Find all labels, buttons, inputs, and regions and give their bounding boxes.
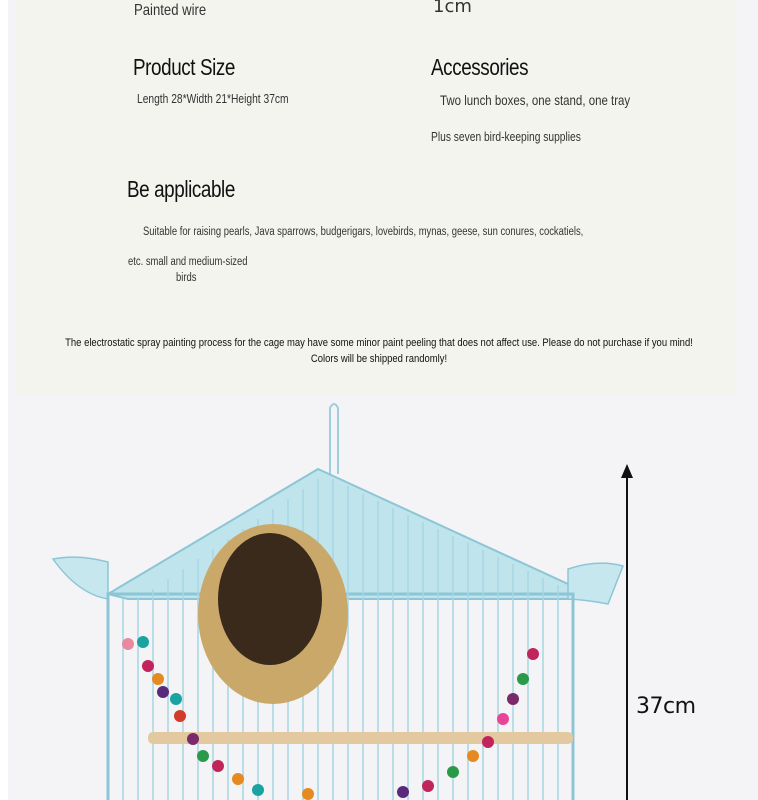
product-size-value: Length 28*Width 21*Height 37cm <box>137 92 289 106</box>
paint-notice-text: The electrostatic spray painting process for the cage may have some minor paint peeling that does not affect use. Please do not purchase if you mind! Colors will be shipped randomly! <box>65 337 693 365</box>
accessories-line2: Plus seven bird-keeping supplies <box>431 130 581 144</box>
bird-cage-illustration <box>8 394 758 800</box>
accessories-line1: Two lunch boxes, one stand, one tray <box>440 92 631 108</box>
paint-notice <box>0 335 758 367</box>
applicable-line1: Suitable for raising pearls, Java sparrows, budgerigars, lovebirds, mynas, geese, sun conures, cockatiels, <box>143 226 584 238</box>
wire-spacing-value: 1cm <box>433 0 472 17</box>
applicable-heading: Be applicable <box>127 176 235 202</box>
material-value: Painted wire <box>134 2 207 19</box>
accessories-heading: Accessories <box>431 54 529 80</box>
product-size-heading: Product Size <box>133 54 236 80</box>
height-dimension-arrow <box>626 466 628 800</box>
product-photo <box>8 394 758 800</box>
height-dimension-label: 37cm <box>636 694 696 719</box>
applicable-line2: etc. small and medium-sized <box>128 256 248 268</box>
applicable-line3: birds <box>176 272 197 284</box>
